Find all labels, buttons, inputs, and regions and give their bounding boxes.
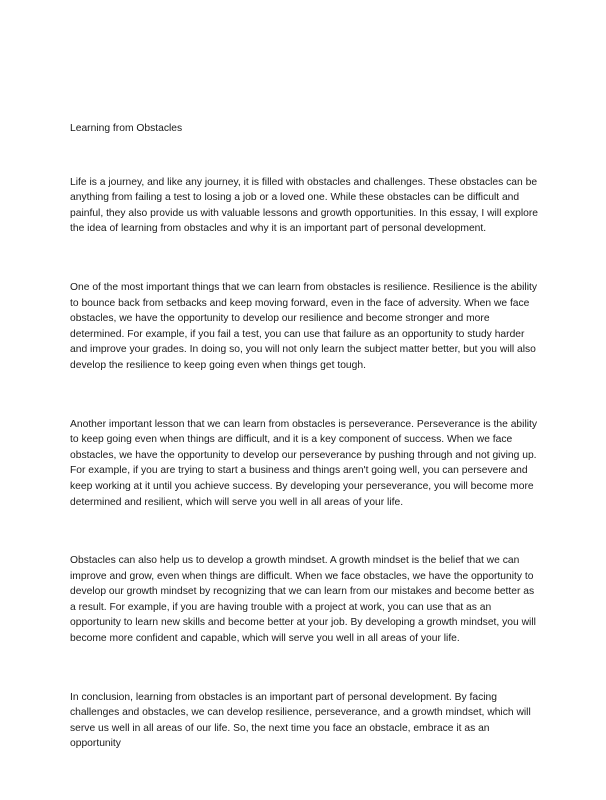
paragraph-growth-mindset: Obstacles can also help us to develop a growth mindset. A growth mindset is the belief that we can improve and grow, even when things are difficult. When we face obstacles, we have the opportunity to develop our growth mindset by recognizing that we can learn from our mistakes and become better as a result. For example, if you are having trouble with a project at work, you can use that as an opportunity to learn new skills and become better at your job. By developing a growth mindset, you will become more confident and capable, which will serve you well in all areas of your life.: [70, 555, 536, 645]
paragraph-resilience: One of the most important things that we can learn from obstacles is resilience. Resilience is the ability to bounce back from setbacks and keep moving forward, even in the face of adversity. When we face obstacles, we have the opportunity to develop our resilience and become stronger and more determined. For example, if you fail a test, you can use that failure as an opportunity to study harder and improve your grades. In doing so, you will not only learn the subject matter better, but you will also develop the resilience to keep going even when things get tough.: [70, 281, 538, 371]
paragraph-perseverance: Another important lesson that we can learn from obstacles is perseverance. Perseverance is the ability to keep going even when things are difficult, and it is a key component of success. When we face obstacles, we have the opportunity to develop our perseverance by pushing through and not giving up. For example, if you are trying to start a business and things aren't going well, you can persevere and keep working at it until you achieve success. By developing your perseverance, you will become more determined and resilient, which will serve you well in all areas of your life.: [70, 418, 538, 508]
paragraph-conclusion: In conclusion, learning from obstacles is an important part of personal development. By facing challenges and obstacles, we can develop resilience, perseverance, and a growth mindset, which will serve us well in all areas of our life. So, the next time you face an obstacle, embrace it as an opportunity: [70, 691, 531, 750]
document-body: [70, 121, 540, 752]
document-title: Learning from Obstacles: [70, 123, 183, 134]
paragraph-introduction: Life is a journey, and like any journey, it is filled with obstacles and challenges. These obstacles can be anything from failing a test to losing a job or a loved one. While these obstacles can be difficult and painful, they also provide us with valuable lessons and growth opportunities. In this essay, I will explore the idea of learning from obstacles and why it is an important part of personal development.: [70, 176, 539, 235]
